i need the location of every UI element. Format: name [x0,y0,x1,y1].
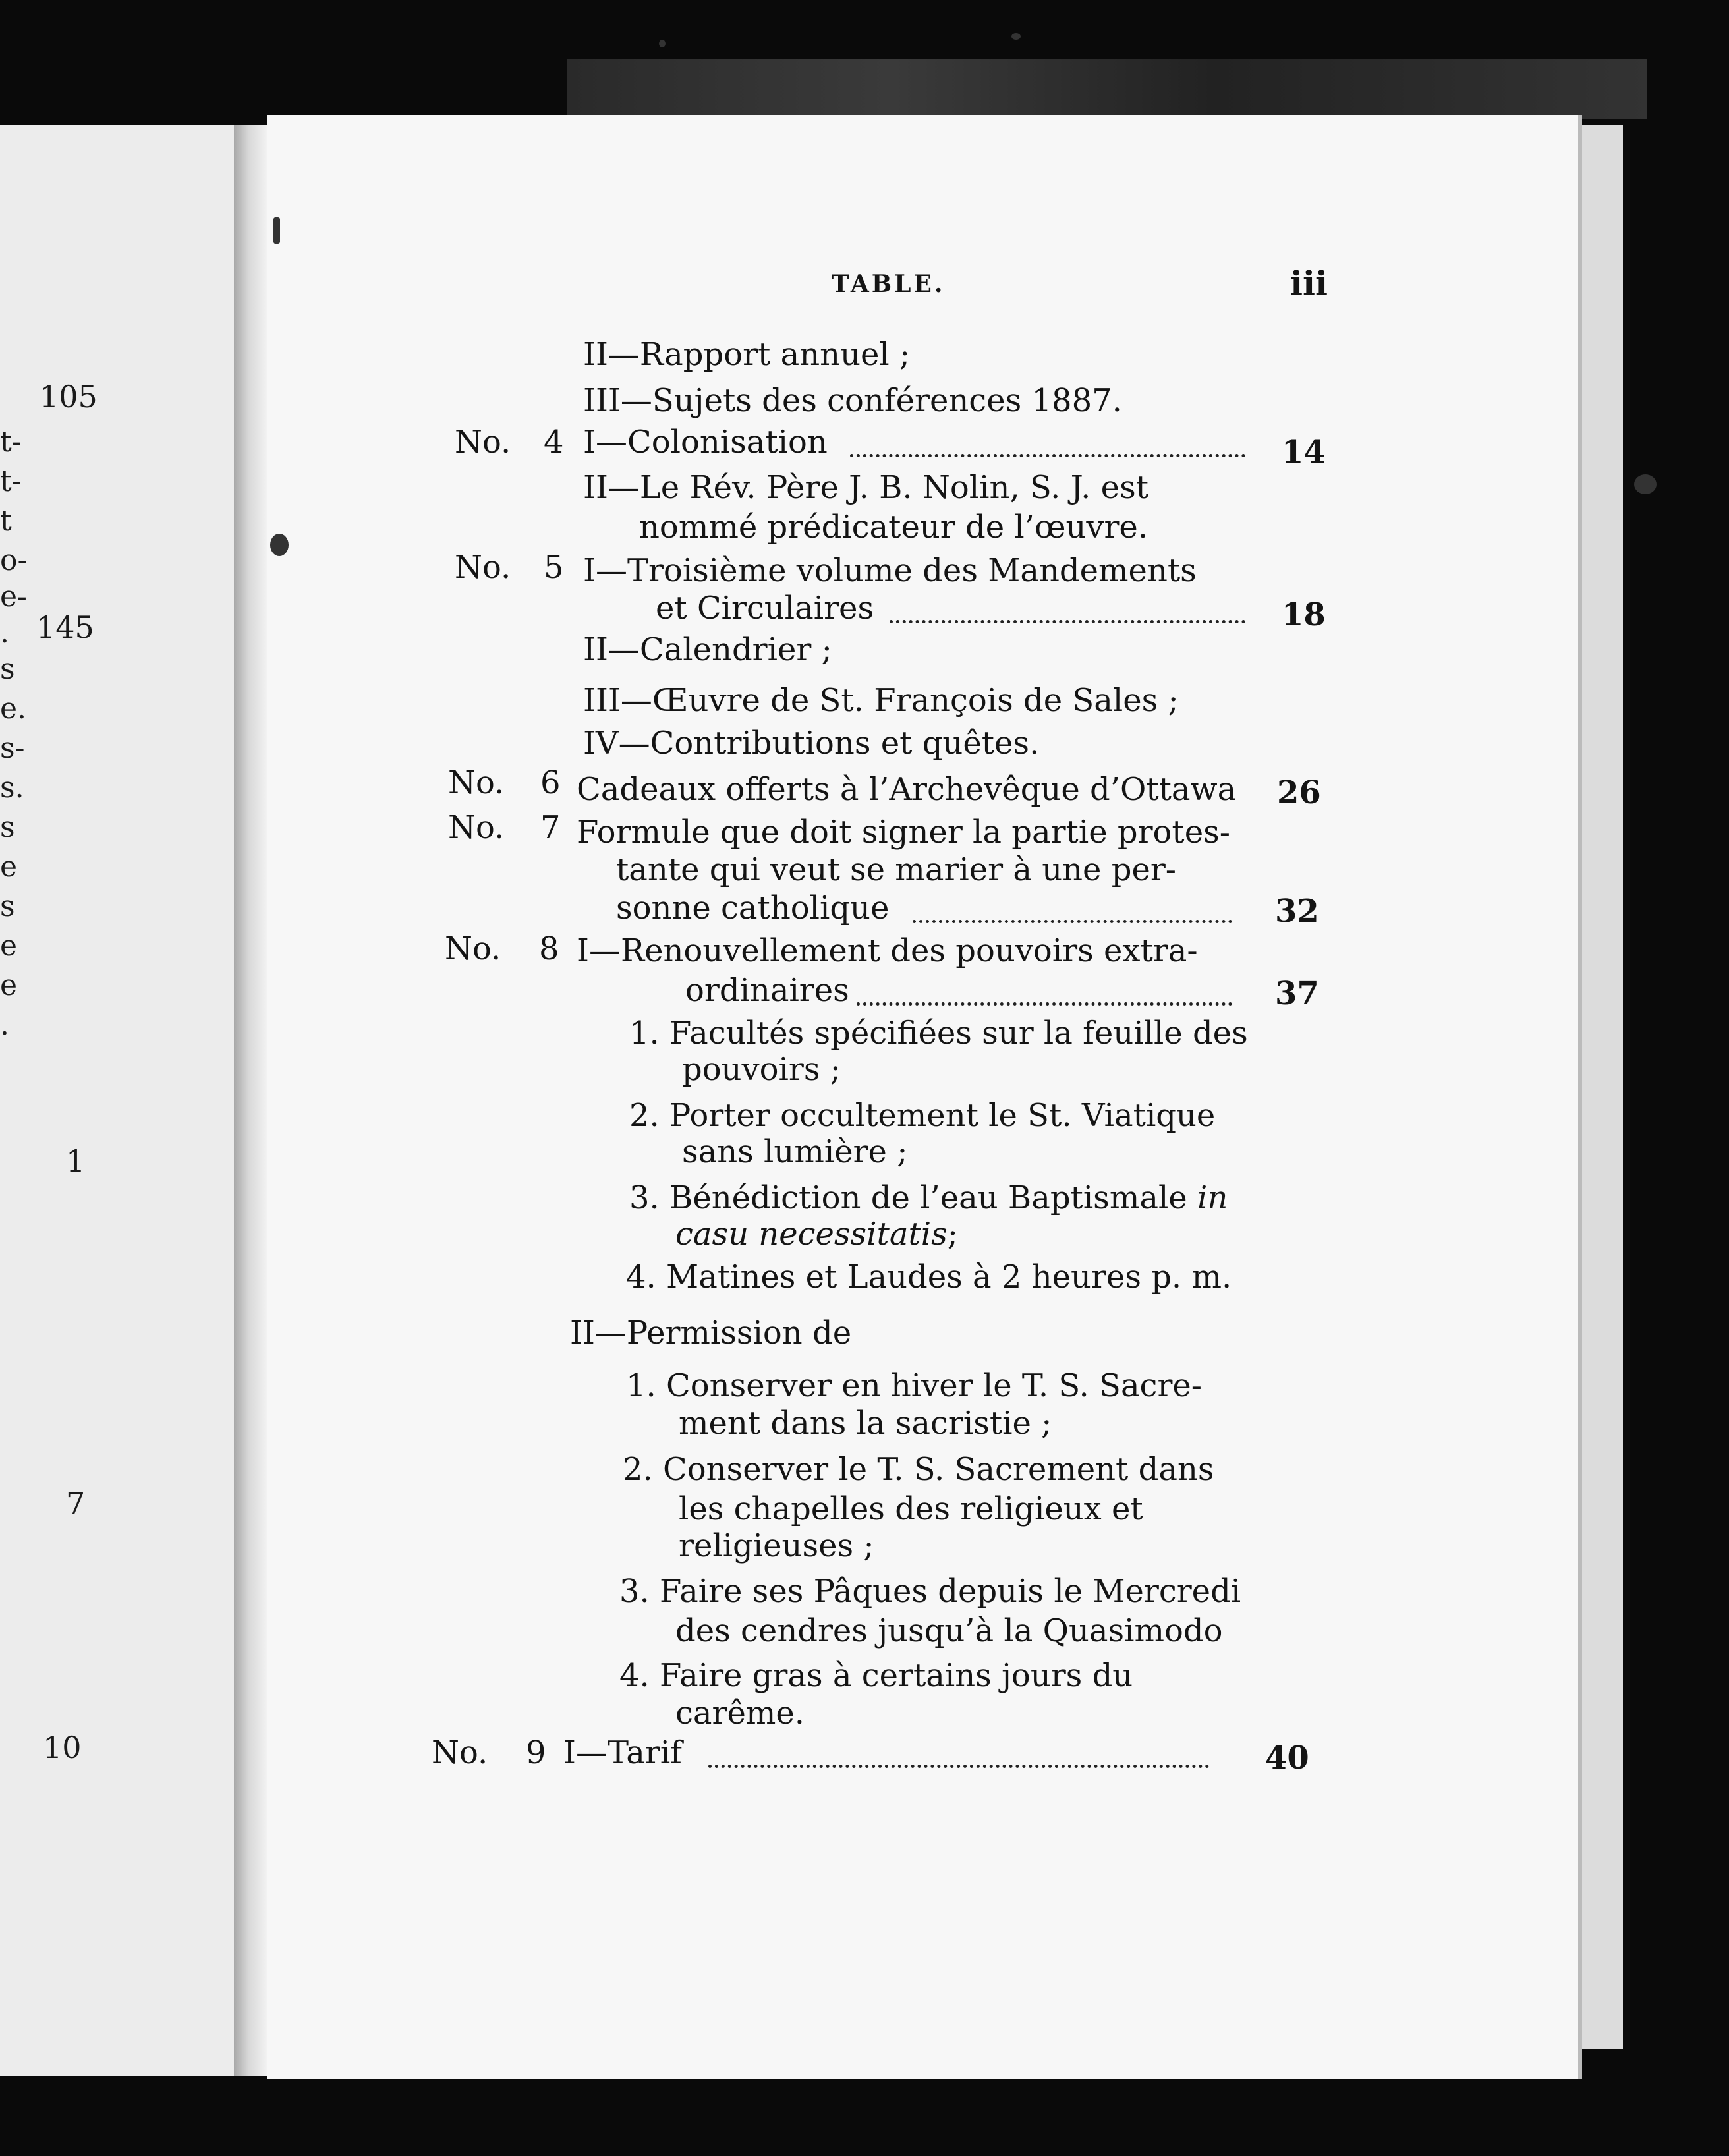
entry-number: 7 [540,809,561,846]
facing-page-number: 7 [66,1486,86,1521]
facing-text-fragment: e [0,850,18,884]
facing-text-fragment: s- [0,731,25,765]
scan-speck [270,534,289,556]
toc-line: Formule que doit signer la partie protes- [577,814,1230,851]
facing-text-fragment: e. [0,692,27,725]
toc-line: II—Rapport annuel ; [583,336,911,373]
book-board-edge [567,59,1647,119]
facing-text-fragment: e [0,969,18,1002]
toc-line: sonne catholique [616,890,890,926]
scan-speck [273,217,280,244]
leader-dots [708,1761,1209,1768]
toc-subline: 4. Matines et Laudes à 2 heures p. m. [626,1259,1232,1295]
entry-number: 9 [526,1734,546,1771]
toc-subline [675,1216,958,1253]
toc-line: II—Calendrier ; [583,631,832,668]
toc-subline: 1. Facultés spécifiées sur la feuille des [629,1015,1248,1052]
toc-subline: 2. Porter occultement le St. Viatique [629,1097,1216,1134]
page-number: iii [1290,264,1328,302]
facing-page-number: 105 [40,379,98,414]
entry-number: 8 [539,930,559,967]
subline-italic: in [1197,1179,1228,1216]
toc-subline: des cendres jusqu’à la Quasimodo [675,1612,1223,1649]
entry-no-label: No. [445,930,501,967]
toc-line: I—Renouvellement des pouvoirs extra- [577,932,1198,969]
toc-subline [629,1179,1228,1216]
facing-page-number: 145 [36,610,94,645]
toc-line: et Circulaires [656,590,874,627]
toc-line: ordinaires [685,972,849,1009]
subline-text: ; [947,1216,958,1253]
leader-dots [890,616,1245,623]
leader-dots [913,916,1232,923]
entry-no-label: No. [455,424,511,461]
entry-page: 32 [1275,893,1319,930]
entry-no-label: No. [448,764,505,801]
toc-subline: les chapelles des religieux et [679,1490,1143,1527]
toc-subline: 4. Faire gras à certains jours du [619,1657,1133,1694]
facing-text-fragment: e- [0,580,27,613]
subline-text: 3. Bénédiction de l’eau Baptismale [629,1179,1197,1216]
toc-line: Cadeaux offerts à l’Archevêque d’Ottawa [577,771,1237,808]
scan-speck [659,40,666,47]
subline-italic: casu necessitatis [675,1216,948,1253]
page-title: TABLE. [832,270,946,298]
toc-subline: 2. Conserver le T. S. Sacrement dans [623,1451,1214,1488]
facing-text-fragment: s [0,652,15,686]
scan-speck [1011,33,1021,40]
facing-text-fragment: t- [0,465,22,498]
toc-line: tante qui veut se marier à une per- [616,851,1177,888]
toc-line: III—Sujets des conférences 1887. [583,382,1122,419]
toc-line: nommé prédicateur de l’œuvre. [639,509,1148,546]
facing-text-fragment: e [0,929,18,963]
toc-line: I—Colonisation [583,424,828,461]
toc-line: II—Le Rév. Père J. B. Nolin, S. J. est [583,469,1148,506]
leader-dots [850,450,1245,457]
toc-line: IV—Contributions et quêtes. [583,725,1040,762]
book-gutter [234,125,267,2076]
facing-text-fragment: t [0,504,12,538]
toc-subline: 3. Faire ses Pâques depuis le Mercredi [619,1573,1241,1610]
facing-text-fragment: s. [0,771,24,805]
facing-text-fragment: t- [0,425,22,459]
toc-subline: carême. [675,1695,805,1732]
toc-line: III—Œuvre de St. François de Sales ; [583,682,1179,719]
entry-no-label: No. [448,809,505,846]
entry-page: 18 [1282,596,1326,633]
facing-page [0,125,234,2076]
entry-no-label: No. [432,1734,488,1771]
facing-page-number: 10 [43,1730,82,1765]
entry-page: 26 [1277,774,1321,811]
entry-number: 6 [540,764,561,801]
scan-speck [1634,474,1657,494]
toc-subline: ment dans la sacristie ; [679,1405,1052,1442]
facing-text-fragment: o- [0,544,28,577]
entry-number: 5 [544,549,564,586]
facing-text-fragment: s [0,810,15,844]
toc-subline: sans lumière ; [682,1133,908,1170]
facing-page-number: 1 [66,1143,86,1179]
toc-line: I—Tarif [563,1734,682,1771]
leader-dots [857,998,1232,1006]
facing-text-fragment: s [0,890,15,923]
facing-text-fragment: . [0,616,9,650]
toc-subline: religieuses ; [679,1527,874,1564]
entry-page: 37 [1275,975,1319,1012]
toc-line: II—Permission de [570,1315,852,1351]
toc-line: I—Troisième volume des Mandements [583,552,1197,589]
toc-subline: pouvoirs ; [682,1051,841,1088]
entry-page: 40 [1265,1740,1309,1776]
facing-text-fragment: . [0,1008,9,1042]
toc-subline: 1. Conserver en hiver le T. S. Sacre- [626,1367,1203,1404]
entry-page: 14 [1282,434,1326,470]
entry-no-label: No. [455,549,511,586]
entry-number: 4 [544,424,564,461]
